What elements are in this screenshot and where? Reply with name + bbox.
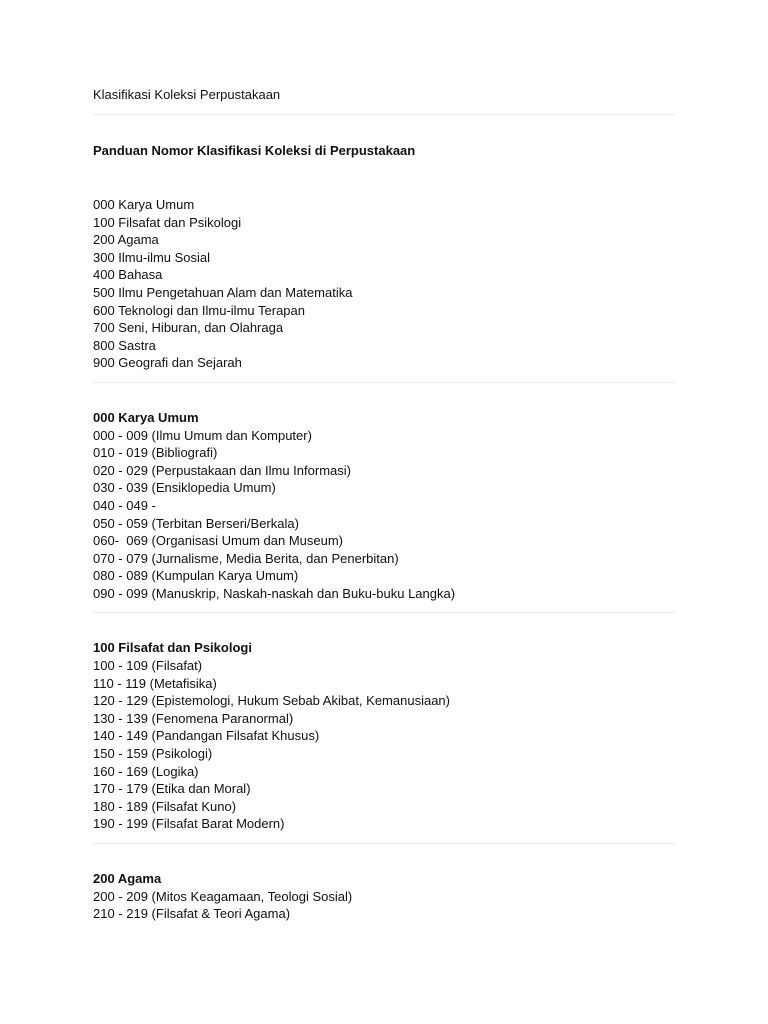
section-000-karya-umum bbox=[93, 409, 675, 614]
list-item: 040 - 049 - bbox=[93, 497, 156, 513]
list-item: 130 - 139 (Fenomena Paranormal) bbox=[93, 710, 294, 726]
section-item-list bbox=[93, 427, 675, 603]
list-item: 000 - 009 (Ilmu Umum dan Komputer) bbox=[93, 427, 312, 443]
list-item: 140 - 149 (Pandangan Filsafat Khusus) bbox=[93, 728, 320, 744]
list-item: 180 - 189 (Filsafat Kuno) bbox=[93, 798, 237, 814]
list-item: 170 - 179 (Etika dan Moral) bbox=[93, 781, 251, 797]
overview-item: 000 Karya Umum bbox=[93, 197, 195, 212]
overview-item: 900 Geografi dan Sejarah bbox=[93, 355, 242, 371]
list-item: 020 - 029 (Perpustakaan dan Ilmu Informasi) bbox=[93, 462, 351, 478]
overview-item: 500 Ilmu Pengetahuan Alam dan Matematika bbox=[93, 284, 353, 300]
list-item: 110 - 119 (Metafisika) bbox=[93, 675, 217, 691]
list-item: 080 - 089 (Kumpulan Karya Umum) bbox=[93, 568, 299, 584]
section-item-list bbox=[93, 657, 675, 833]
list-item: 150 - 159 (Psikologi) bbox=[93, 746, 213, 762]
list-item: 210 - 219 (Filsafat & Teori Agama) bbox=[93, 906, 291, 922]
overview-item: 800 Sastra bbox=[93, 337, 156, 353]
overview-item: 700 Seni, Hiburan, dan Olahraga bbox=[93, 320, 284, 336]
list-item: 060- 069 (Organisasi Umum dan Museum) bbox=[93, 533, 343, 549]
section-200-agama bbox=[93, 870, 675, 933]
section-heading: 100 Filsafat dan Psikologi bbox=[93, 640, 252, 656]
section-heading: 200 Agama bbox=[93, 871, 162, 886]
list-item: 190 - 199 (Filsafat Barat Modern) bbox=[93, 816, 285, 832]
list-item: 090 - 099 (Manuskrip, Naskah-naskah dan Buku-buku Langka) bbox=[93, 585, 456, 601]
overview-item: 400 Bahasa bbox=[93, 267, 163, 283]
overview-item: 100 Filsafat dan Psikologi bbox=[93, 214, 242, 230]
list-item: 030 - 039 (Ensiklopedia Umum) bbox=[93, 480, 276, 496]
section-heading: 000 Karya Umum bbox=[93, 409, 199, 425]
list-item: 070 - 079 (Jurnalisme, Media Berita, dan Penerbitan) bbox=[93, 550, 399, 566]
list-item: 010 - 019 (Bibliografi) bbox=[93, 445, 218, 461]
section-item-list bbox=[93, 888, 675, 923]
list-item: 120 - 129 (Epistemologi, Hukum Sebab Akibat, Kemanusiaan) bbox=[93, 693, 450, 709]
overview-item: 200 Agama bbox=[93, 232, 159, 248]
list-item: 050 - 059 (Terbitan Berseri/Berkala) bbox=[93, 515, 299, 531]
classification-overview-list bbox=[93, 196, 675, 383]
document-subtitle: Panduan Nomor Klasifikasi Koleksi di Perpustakaan bbox=[93, 143, 416, 158]
overview-item: 600 Teknologi dan Ilmu-ilmu Terapan bbox=[93, 302, 305, 318]
overview-item: 300 Ilmu-ilmu Sosial bbox=[93, 249, 211, 265]
section-100-filsafat-psikologi bbox=[93, 639, 675, 844]
list-item: 200 - 209 (Mitos Keagamaan, Teologi Sosial) bbox=[93, 888, 353, 904]
page-title: Klasifikasi Koleksi Perpustakaan bbox=[93, 86, 675, 115]
list-item: 100 - 109 (Filsafat) bbox=[93, 658, 203, 674]
document-page bbox=[93, 86, 675, 933]
list-item: 160 - 169 (Logika) bbox=[93, 763, 199, 779]
